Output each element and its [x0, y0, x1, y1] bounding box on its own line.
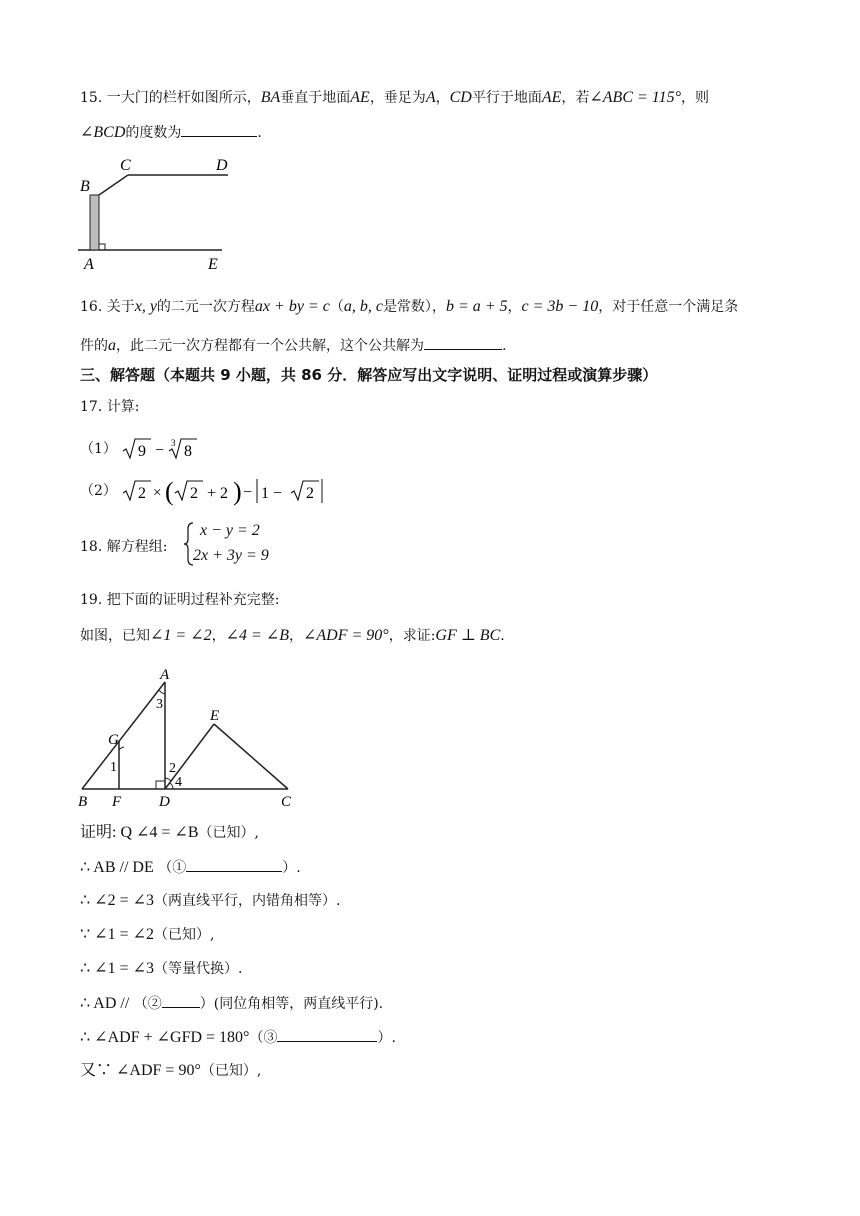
proof-note: （两直线平行，内错角相等）.: [154, 893, 341, 909]
angle-arc-2: [165, 778, 171, 781]
proof-blank-2[interactable]: [162, 993, 200, 1008]
q16-line1: [80, 297, 738, 317]
angle-arc-3: [159, 690, 165, 694]
expr-part2: [121, 476, 291, 506]
q15-number: 15.: [80, 90, 103, 106]
one-minus: 1 −: [261, 485, 283, 502]
proof-math: 证明: Q ∠4 = ∠B: [80, 824, 199, 841]
q16-text: ，: [507, 299, 522, 315]
proof-note: （已知）,: [198, 825, 259, 841]
proof-math: ∴ AB // DE: [80, 859, 154, 876]
q16-text: ，对于任意一个满足条: [598, 299, 739, 315]
math-equation: ax + by = c: [254, 298, 330, 315]
answer-blank[interactable]: [181, 122, 257, 137]
q15-text: 的度数为: [125, 125, 182, 141]
q19-text: ，: [289, 628, 303, 644]
section-heading: 三、解答题（本题共 9 小题，共 86 分．解答应写出文字说明、证明过程或演算步骤）: [80, 366, 658, 384]
math-A: A: [425, 89, 436, 106]
part-label: （2）: [80, 483, 117, 499]
proof-math: ∴ ∠ADF + ∠GFD = 180°: [80, 1029, 250, 1046]
label-B: B: [78, 794, 88, 810]
label-C: C: [120, 157, 131, 174]
q16-text: 关于: [106, 299, 135, 315]
proof-line: [80, 925, 214, 945]
math-consts: a, b, c: [343, 298, 383, 315]
root-index: 3: [171, 438, 176, 448]
paren-close: ): [233, 477, 243, 506]
q16-number: 16.: [80, 299, 103, 315]
math-AE: AE: [350, 89, 370, 106]
radicand-2: 2: [306, 485, 315, 502]
math-a: a: [108, 337, 116, 354]
label-A: A: [160, 667, 170, 683]
q19-text: 如图，已知: [80, 628, 150, 644]
q19-given: [80, 626, 505, 646]
right-angle-mark: [99, 244, 105, 250]
q16-text: （: [329, 299, 344, 315]
label-2: 2: [169, 761, 176, 776]
proof-line: [80, 959, 242, 979]
q15-end: .: [257, 125, 262, 141]
label-F: F: [112, 794, 122, 810]
q15-text: 垂直于地面: [280, 90, 351, 106]
proof-math: ∴ ∠1 = ∠3: [80, 960, 155, 977]
label-B: B: [80, 178, 90, 195]
radical-sign: [123, 439, 151, 458]
expr-sqrt9-minus-cbrt8: [121, 436, 201, 462]
plus-two: + 2: [207, 485, 229, 502]
q19-figure: [74, 664, 304, 812]
minus-sign: −: [155, 442, 165, 459]
proof-note: （②: [133, 996, 162, 1012]
label-E: E: [210, 708, 220, 724]
q19-title: 19. 把下面的证明过程补充完整:: [80, 592, 280, 608]
q18-title: 18. 解方程组:: [80, 539, 168, 555]
q15-text: ，若: [561, 90, 590, 106]
proof-line: [80, 823, 259, 843]
angle-arc-4: [170, 783, 173, 789]
math-angle-abc: ∠ABC = 115°: [589, 89, 682, 106]
proof-math: ∴ ∠2 = ∠3: [80, 892, 155, 909]
label-C: C: [281, 794, 292, 810]
q17-title: 17. 计算:: [80, 399, 140, 415]
proof-note: （等量代换）.: [154, 961, 243, 977]
proof-note-after: ）.: [282, 860, 301, 876]
q16-text: ，此二元一次方程都有一个公共解，这个公共解为: [116, 338, 424, 354]
radical-sign: [291, 481, 319, 500]
label-A: A: [84, 256, 94, 273]
q15-text: 平行于地面: [471, 90, 542, 106]
proof-line: [80, 993, 383, 1014]
proof-math: ∴ AD //: [80, 995, 130, 1012]
proof-math: 又∵ ∠ADF = 90°: [80, 1062, 201, 1079]
q16-line2: [80, 335, 506, 356]
label-E: E: [208, 256, 218, 273]
q17-part2: [80, 476, 325, 506]
segment-de: [165, 724, 214, 789]
math-prove: GF ⊥ BC: [435, 627, 501, 644]
label-3: 3: [156, 697, 163, 712]
segment-ba: [82, 682, 165, 789]
math-BA: BA: [260, 89, 281, 106]
label-4: 4: [175, 775, 182, 790]
q15-text: 一大门的栏杆如图所示，: [106, 90, 261, 106]
radicand-9: 9: [138, 443, 147, 460]
math-AE: AE: [541, 89, 562, 106]
proof-line: [80, 1061, 261, 1081]
math-b-expr: b = a + 5: [445, 298, 508, 315]
answer-blank[interactable]: [424, 335, 502, 350]
math-given3: ∠ADF = 90°: [303, 627, 389, 644]
radical-sign: [175, 481, 203, 500]
math-vars: x, y: [134, 298, 157, 315]
proof-note-after: ）.: [377, 1030, 396, 1046]
q15-line1: [80, 88, 709, 108]
label-D: D: [159, 794, 170, 810]
q19-text: ，: [211, 628, 226, 644]
q15-text: ，垂足为: [369, 90, 426, 106]
math-CD: CD: [449, 89, 472, 106]
paren-open: (: [165, 477, 175, 506]
radicand-2: 2: [190, 485, 199, 502]
math-c-expr: c = 3b − 10: [521, 298, 599, 315]
math-angle-bcd: ∠BCD: [80, 124, 126, 141]
part-label: （1）: [80, 441, 117, 457]
math-given2: ∠4 = ∠B: [225, 627, 289, 644]
proof-line: [80, 891, 340, 911]
expr-part2-tail: [289, 476, 325, 506]
proof-math: ∵ ∠1 = ∠2: [80, 926, 155, 943]
right-angle-mark: [156, 781, 165, 789]
q17-part1: [80, 436, 201, 462]
q16-end: .: [502, 338, 507, 354]
math-given1: ∠1 = ∠2: [150, 627, 212, 644]
q15-line2: [80, 122, 262, 143]
label-G: G: [108, 732, 119, 748]
minus-sign: −: [243, 484, 253, 501]
q16-text: 的二元一次方程: [156, 299, 255, 315]
proof-note: （已知）,: [154, 927, 215, 943]
label-D: D: [216, 157, 228, 174]
label-1: 1: [110, 760, 117, 775]
q16-text: 是常数），: [382, 299, 446, 315]
q16-text: 件的: [80, 338, 108, 354]
proof-line: [80, 857, 301, 878]
radicand-2: 2: [138, 485, 147, 502]
proof-note: （①: [158, 860, 187, 876]
q15-text: ，: [435, 90, 450, 106]
proof-note: （已知）,: [200, 1063, 262, 1079]
radical-sign: [123, 481, 151, 500]
segment-ec: [214, 724, 288, 789]
q19-text: .: [500, 628, 505, 644]
proof-note: （③: [249, 1030, 278, 1046]
q15-figure: [74, 155, 244, 273]
times-sign: ×: [153, 485, 162, 501]
segment-bc: [99, 175, 128, 195]
proof-line: [80, 1027, 396, 1048]
proof-blank-3[interactable]: [277, 1027, 377, 1042]
q19-text: ，求证:: [388, 628, 436, 644]
post-ba: [90, 195, 99, 250]
q15-text: ，则: [681, 90, 710, 106]
proof-blank-1[interactable]: [186, 857, 282, 872]
system-eq2: 2x + 3y = 9: [193, 547, 269, 564]
radicand-8: 8: [184, 443, 193, 460]
system-eq1: x − y = 2: [200, 522, 260, 539]
proof-note-after: ）(同位角相等，两直线平行).: [199, 996, 384, 1012]
